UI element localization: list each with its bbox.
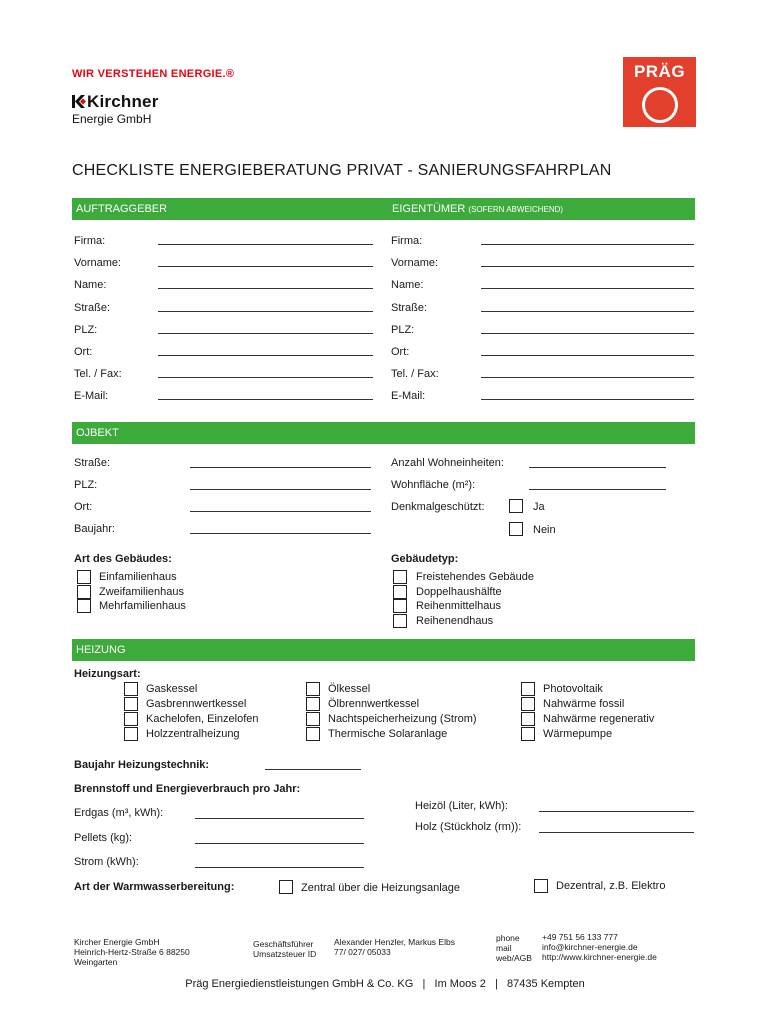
heizungsart-checkbox[interactable] bbox=[124, 697, 138, 711]
auftraggeber-field-label: E-Mail: bbox=[74, 390, 109, 403]
art-gebaeude-checkbox[interactable] bbox=[77, 570, 91, 584]
page-title: CHECKLISTE ENERGIEBERATUNG PRIVAT - SANIERUNGSFAHRPLAN bbox=[72, 162, 612, 179]
denkmal-nein-checkbox[interactable] bbox=[509, 522, 523, 536]
art-gebaeude-title: Art des Gebäudes: bbox=[74, 553, 172, 565]
dezentral-checkbox[interactable] bbox=[534, 879, 548, 893]
praeg-logo bbox=[623, 57, 696, 127]
heizungsart-checkbox[interactable] bbox=[124, 727, 138, 741]
heizungsart-option: Nahwärme fossil bbox=[543, 698, 625, 710]
section-bar-heizung bbox=[72, 639, 695, 661]
brand-name: PRÄG bbox=[633, 62, 686, 81]
objekt-field-label: Straße: bbox=[74, 457, 111, 469]
logo-name: Kirchner bbox=[87, 92, 159, 111]
pellets-field[interactable] bbox=[195, 843, 364, 844]
objekt-field-label: Ort: bbox=[74, 501, 93, 513]
heizungsart-option: Thermische Solaranlage bbox=[328, 728, 448, 740]
erdgas-label: Erdgas (m³, kWh): bbox=[74, 807, 164, 819]
heizungsart-checkbox[interactable] bbox=[124, 712, 138, 726]
wohnflaeche-field[interactable] bbox=[529, 489, 666, 490]
heizungsart-checkbox[interactable] bbox=[306, 697, 320, 711]
eigentuemer-field-input[interactable] bbox=[481, 355, 694, 356]
auftraggeber-field-label: Vorname: bbox=[74, 257, 122, 270]
eigentuemer-field-input[interactable] bbox=[481, 266, 694, 267]
art-gebaeude-option: Mehrfamilienhaus bbox=[99, 600, 186, 613]
heizungsart-option: Wärmepumpe bbox=[543, 728, 613, 740]
eigentuemer-title: EIGENTÜMER (SOFERN ABWEICHEND) bbox=[392, 203, 564, 215]
auftraggeber-field-input[interactable] bbox=[158, 288, 373, 289]
heizungsart-option: Gaskessel bbox=[146, 683, 198, 695]
objekt-field-input[interactable] bbox=[190, 467, 371, 468]
section-bar-objekt bbox=[72, 422, 695, 444]
denkmal-nein-label: Nein bbox=[533, 524, 556, 536]
eigentuemer-field-label: Name: bbox=[391, 279, 424, 292]
heizoel-label: Heizöl (Liter, kWh): bbox=[415, 800, 508, 812]
heizungsart-checkbox[interactable] bbox=[521, 712, 535, 726]
auftraggeber-field-input[interactable] bbox=[158, 333, 373, 334]
heizungsart-option: Gasbrennwertkessel bbox=[146, 698, 247, 710]
denkmal-ja-label: Ja bbox=[533, 501, 545, 513]
heizungsart-label: Heizungsart: bbox=[74, 668, 141, 680]
heizungsart-option: Ölkessel bbox=[328, 683, 371, 695]
auftraggeber-field-input[interactable] bbox=[158, 311, 373, 312]
gebaeudetyp-option: Reihenendhaus bbox=[416, 614, 494, 627]
gebaeudetyp-option: Reihenmittelhaus bbox=[416, 600, 501, 613]
holz-label: Holz (Stückholz (rm)): bbox=[415, 821, 522, 833]
heizungsart-checkbox[interactable] bbox=[521, 697, 535, 711]
baujahr-heizung-label: Baujahr Heizungstechnik: bbox=[74, 759, 210, 771]
art-gebaeude-checkbox[interactable] bbox=[77, 599, 91, 613]
eigentuemer-field-input[interactable] bbox=[481, 333, 694, 334]
pellets-label: Pellets (kg): bbox=[74, 832, 133, 844]
zentral-label: Zentral über die Heizungsanlage bbox=[301, 882, 460, 894]
auftraggeber-field-input[interactable] bbox=[158, 377, 373, 378]
auftraggeber-field-label: Straße: bbox=[74, 301, 111, 314]
eigentuemer-field-label: PLZ: bbox=[391, 323, 415, 336]
heizoel-field[interactable] bbox=[539, 811, 694, 812]
heizungsart-option: Nahwärme regenerativ bbox=[543, 713, 655, 725]
heizungsart-option: Ölbrennwertkessel bbox=[328, 698, 420, 710]
baujahr-heizung-field[interactable] bbox=[265, 769, 361, 770]
auftraggeber-field-input[interactable] bbox=[158, 399, 373, 400]
gebaeudetyp-checkbox[interactable] bbox=[393, 570, 407, 584]
dezentral-label: Dezentral, z.B. Elektro bbox=[556, 880, 666, 892]
eigentuemer-field-label: Ort: bbox=[391, 346, 410, 358]
eigentuemer-field-label: Straße: bbox=[391, 301, 428, 314]
heizungsart-option: Photovoltaik bbox=[543, 683, 603, 695]
auftraggeber-field-input[interactable] bbox=[158, 355, 373, 356]
wohneinheiten-label: Anzahl Wohneinheiten: bbox=[391, 457, 504, 469]
eigentuemer-field-input[interactable] bbox=[481, 244, 694, 245]
auftraggeber-field-input[interactable] bbox=[158, 244, 373, 245]
heizungsart-option: Holzzentralheizung bbox=[146, 728, 240, 740]
kirchner-logo-icon bbox=[72, 92, 86, 112]
logo-subtitle: Energie GmbH bbox=[72, 112, 152, 126]
footer-contact-values: +49 751 56 133 777 info@kirchner-energie.de http://www.kirchner-energie.de bbox=[542, 932, 657, 962]
verbrauch-title: Brennstoff und Energieverbrauch pro Jahr: bbox=[74, 783, 301, 795]
gebaeudetyp-option: Doppelhaushälfte bbox=[416, 585, 502, 598]
objekt-title: OJBEKT bbox=[76, 427, 119, 439]
gebaeudetyp-checkbox[interactable] bbox=[393, 585, 407, 599]
heizungsart-checkbox[interactable] bbox=[521, 682, 535, 696]
auftraggeber-field-input[interactable] bbox=[158, 266, 373, 267]
kirchner-logo bbox=[72, 92, 159, 112]
zentral-checkbox[interactable] bbox=[279, 880, 293, 894]
denkmal-label: Denkmalgeschützt: bbox=[391, 501, 485, 513]
auftraggeber-field-label: PLZ: bbox=[74, 323, 98, 336]
wohnflaeche-label: Wohnfläche (m²): bbox=[391, 479, 476, 491]
objekt-field-input[interactable] bbox=[190, 533, 371, 534]
section-bar-auftraggeber bbox=[72, 198, 695, 220]
objekt-field-input[interactable] bbox=[190, 511, 371, 512]
eigentuemer-field-input[interactable] bbox=[481, 377, 694, 378]
gebaeudetyp-checkbox[interactable] bbox=[393, 614, 407, 628]
footer-company-line: Präg Energiedienstleistungen GmbH & Co. KG | Im Moos 2 | 87435 Kempten bbox=[185, 978, 585, 990]
objekt-field-input[interactable] bbox=[190, 489, 371, 490]
heizungsart-checkbox[interactable] bbox=[124, 682, 138, 696]
auftraggeber-title: AUFTRAGGEBER bbox=[76, 203, 168, 215]
art-gebaeude-checkbox[interactable] bbox=[77, 585, 91, 599]
heizung-title: HEIZUNG bbox=[76, 644, 126, 656]
warmwasser-label: Art der Warmwasserbereitung: bbox=[74, 881, 235, 893]
eigentuemer-field-input[interactable] bbox=[481, 288, 694, 289]
footer-gf-labels: Geschäftsführer Umsatzsteuer ID bbox=[253, 939, 317, 959]
heizungsart-option: Kachelofen, Einzelofen bbox=[146, 713, 259, 725]
eigentuemer-field-label: Firma: bbox=[391, 235, 423, 247]
heizungsart-checkbox[interactable] bbox=[521, 727, 535, 741]
strom-label: Strom (kWh): bbox=[74, 856, 139, 868]
erdgas-field[interactable] bbox=[195, 818, 364, 819]
footer-contact-labels: phone mail web/AGB bbox=[496, 933, 532, 963]
heizungsart-checkbox[interactable] bbox=[306, 727, 320, 741]
holz-field[interactable] bbox=[539, 832, 694, 833]
wohneinheiten-field[interactable] bbox=[529, 467, 666, 468]
heizungsart-option: Nachtspeicherheizung (Strom) bbox=[328, 713, 477, 725]
footer-address: Kircher Energie GmbH Heinrich-Hertz-Straße 6 88250 Weingarten bbox=[74, 937, 190, 967]
heizungsart-checkbox[interactable] bbox=[306, 712, 320, 726]
eigentuemer-field-input[interactable] bbox=[481, 311, 694, 312]
eigentuemer-field-label: E-Mail: bbox=[391, 390, 426, 403]
gebaeudetyp-option: Freistehendes Gebäude bbox=[416, 571, 535, 583]
brand-ring-icon bbox=[642, 87, 678, 123]
auftraggeber-field-label: Firma: bbox=[74, 235, 106, 247]
auftraggeber-field-label: Tel. / Fax: bbox=[74, 368, 122, 381]
eigentuemer-field-input[interactable] bbox=[481, 399, 694, 400]
tagline: WIR VERSTEHEN ENERGIE.® bbox=[72, 68, 235, 80]
footer-gf-values: Alexander Henzler, Markus Elbs 77/ 027/ 05033 bbox=[334, 937, 455, 957]
gebaeudetyp-checkbox[interactable] bbox=[393, 599, 407, 613]
gebaeudetyp-title: Gebäudetyp: bbox=[391, 553, 459, 565]
heizungsart-checkbox[interactable] bbox=[306, 682, 320, 696]
objekt-field-label: Baujahr: bbox=[74, 523, 115, 535]
auftraggeber-field-label: Ort: bbox=[74, 346, 93, 358]
eigentuemer-field-label: Tel. / Fax: bbox=[391, 368, 439, 381]
art-gebaeude-option: Zweifamilienhaus bbox=[99, 585, 184, 598]
eigentuemer-field-label: Vorname: bbox=[391, 257, 439, 270]
art-gebaeude-option: Einfamilienhaus bbox=[99, 571, 177, 583]
objekt-field-label: PLZ: bbox=[74, 479, 98, 491]
denkmal-ja-checkbox[interactable] bbox=[509, 499, 523, 513]
strom-field[interactable] bbox=[195, 867, 364, 868]
auftraggeber-field-label: Name: bbox=[74, 279, 107, 292]
